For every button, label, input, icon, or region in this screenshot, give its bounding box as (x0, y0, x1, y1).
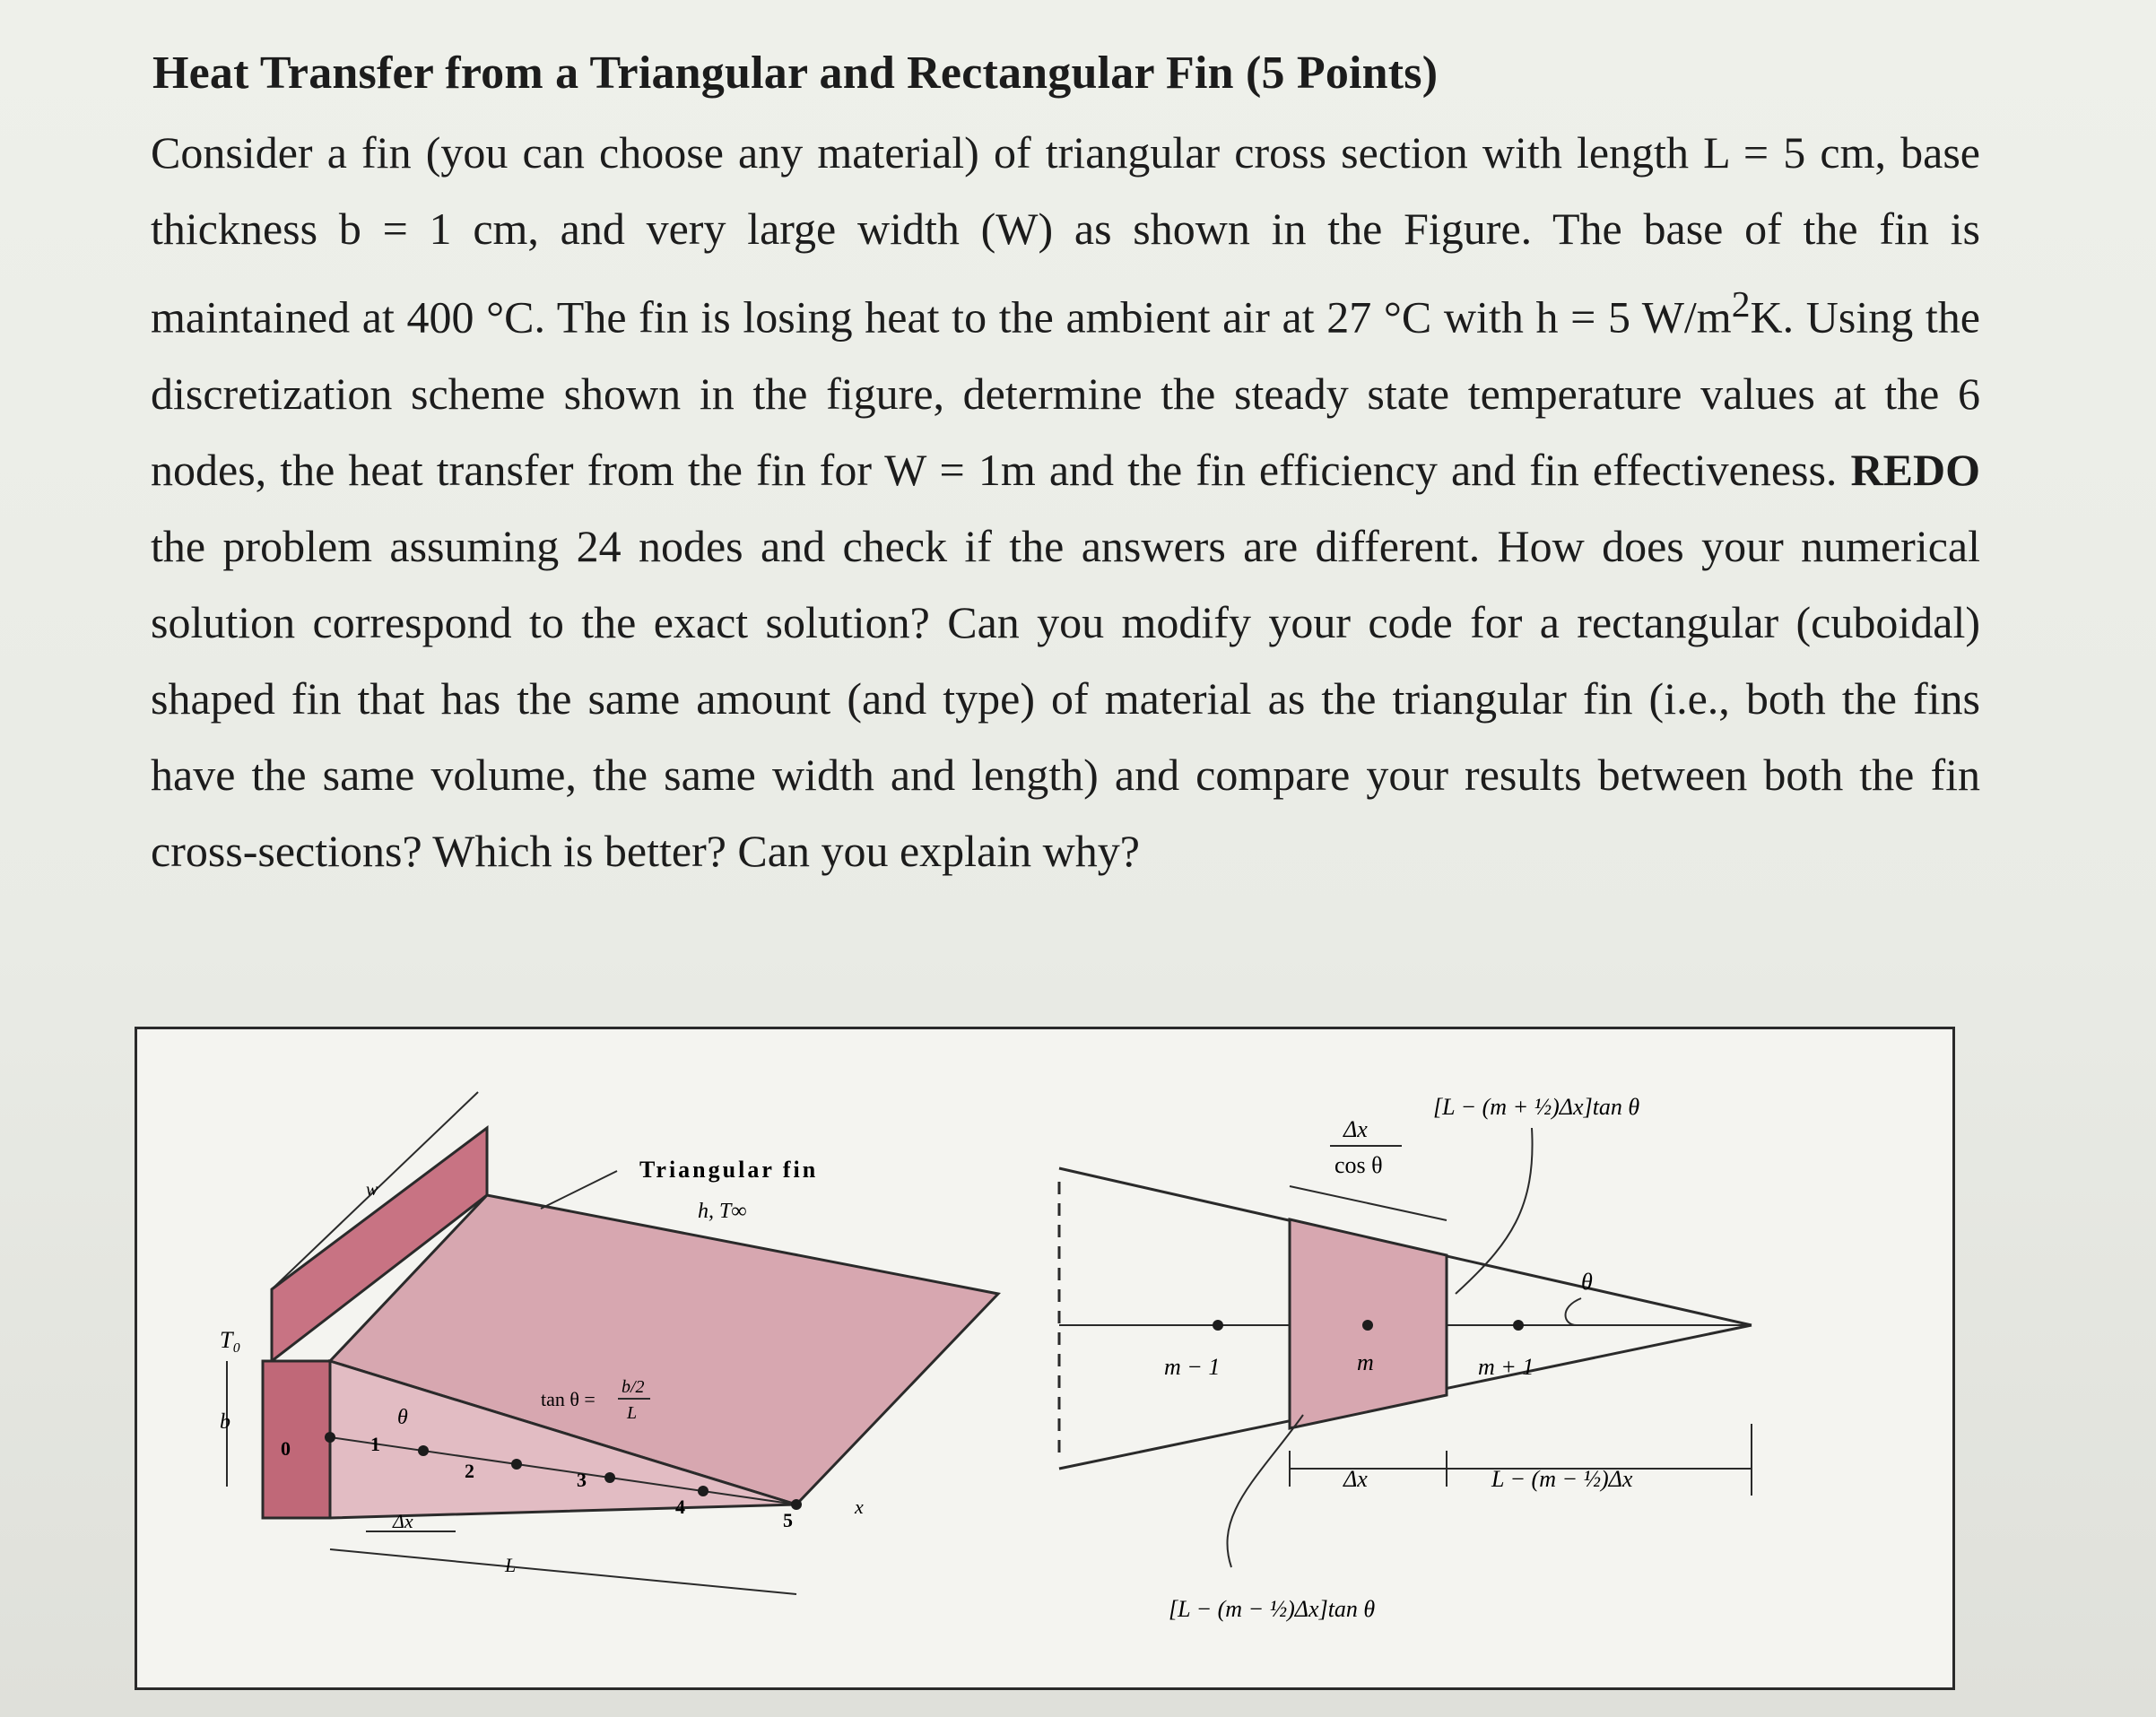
problem-text-1: Consider a fin (you can choose any material) of triangular cross section with length L = 5 cm, base thickness b = 1 cm, and very large width (W) as shown in the Figure. The base of the fin is maintained at 400 °C. The fin is losing heat to the ambient air at 27 °C with h = 5 W/m (151, 127, 1980, 343)
L-dimension-line (330, 1549, 796, 1594)
node-dot (511, 1459, 522, 1470)
problem-statement (151, 115, 1980, 889)
figure-box (135, 1027, 1955, 1690)
tan-denominator: L (627, 1403, 638, 1423)
node-label: 0 (281, 1437, 291, 1460)
bottom-leader (1227, 1415, 1303, 1567)
node-label: 5 (783, 1509, 793, 1531)
fin-label: Triangular fin (639, 1157, 819, 1183)
slant-dimension (1290, 1186, 1447, 1220)
bottom-expression: [L − (m − ½)Δx]tan θ (1169, 1596, 1376, 1622)
node-dot (604, 1472, 615, 1483)
w-label: w (366, 1180, 378, 1200)
node-m-plus-1 (1513, 1320, 1524, 1331)
To-label: T₀ (220, 1327, 241, 1353)
L-label: L (505, 1554, 517, 1576)
problem-text-3: the problem assuming 24 nodes and check if the answers are different. How does your numerical solution correspond to the exact solution? Can you modify your code for a rectangular (cuboidal) shaped fin that has the same amount (and type) of material as the triangular fin (i.e., both the fins have the same volume, the same width and length) and compare your results between both the fin cross-sections? Which is better? Can you explain why? (151, 520, 1980, 876)
node-dot (418, 1445, 429, 1456)
dx-bottom-label: Δx (1343, 1466, 1368, 1492)
figure-svg (137, 1029, 1952, 1687)
dx-label: Δx (393, 1510, 413, 1532)
node-m-minus-1 (1213, 1320, 1223, 1331)
node-dot (698, 1486, 709, 1496)
node-dot (325, 1432, 335, 1443)
fin-base-front (263, 1361, 330, 1518)
theta-arc (1566, 1298, 1582, 1325)
page-title: Heat Transfer from a Triangular and Rectangular Fin (5 Points) (152, 48, 1439, 99)
h-T-label: h, T∞ (698, 1200, 747, 1223)
problem-text-2: K. Using the discretization scheme shown in the figure, determine the steady state temperature values at the 6 nodes, the heat transfer from the fin for W = 1m and the fin efficiency and fin effectiveness. (151, 291, 1980, 495)
right-figure (1059, 1094, 1752, 1622)
top-leader (1456, 1128, 1533, 1294)
node-label: 1 (370, 1433, 380, 1455)
node-label: 2 (465, 1460, 474, 1482)
tan-numerator: b/2 (622, 1377, 645, 1397)
m-minus-1-label: m − 1 (1164, 1354, 1221, 1380)
m-plus-1-label: m + 1 (1478, 1354, 1534, 1380)
L-expression: L − (m − ½)Δx (1491, 1466, 1633, 1492)
dx-numerator: Δx (1343, 1116, 1368, 1142)
redo-emphasis: REDO (1850, 444, 1980, 495)
theta-label: θ (397, 1406, 408, 1429)
theta-label-right: θ (1581, 1269, 1593, 1295)
top-expression: [L − (m + ½)Δx]tan θ (1433, 1094, 1640, 1120)
m-label: m (1357, 1349, 1374, 1375)
node-label: 4 (675, 1496, 685, 1518)
tan-label: tan θ = (541, 1388, 596, 1410)
node-m (1362, 1320, 1373, 1331)
b-label: b (220, 1410, 230, 1434)
left-figure (220, 1092, 998, 1594)
dx-denominator: cos θ (1334, 1152, 1383, 1178)
x-label: x (855, 1496, 864, 1518)
node-label: 3 (577, 1469, 587, 1491)
fin-label-leader (541, 1171, 617, 1209)
superscript-2: 2 (1731, 284, 1751, 325)
